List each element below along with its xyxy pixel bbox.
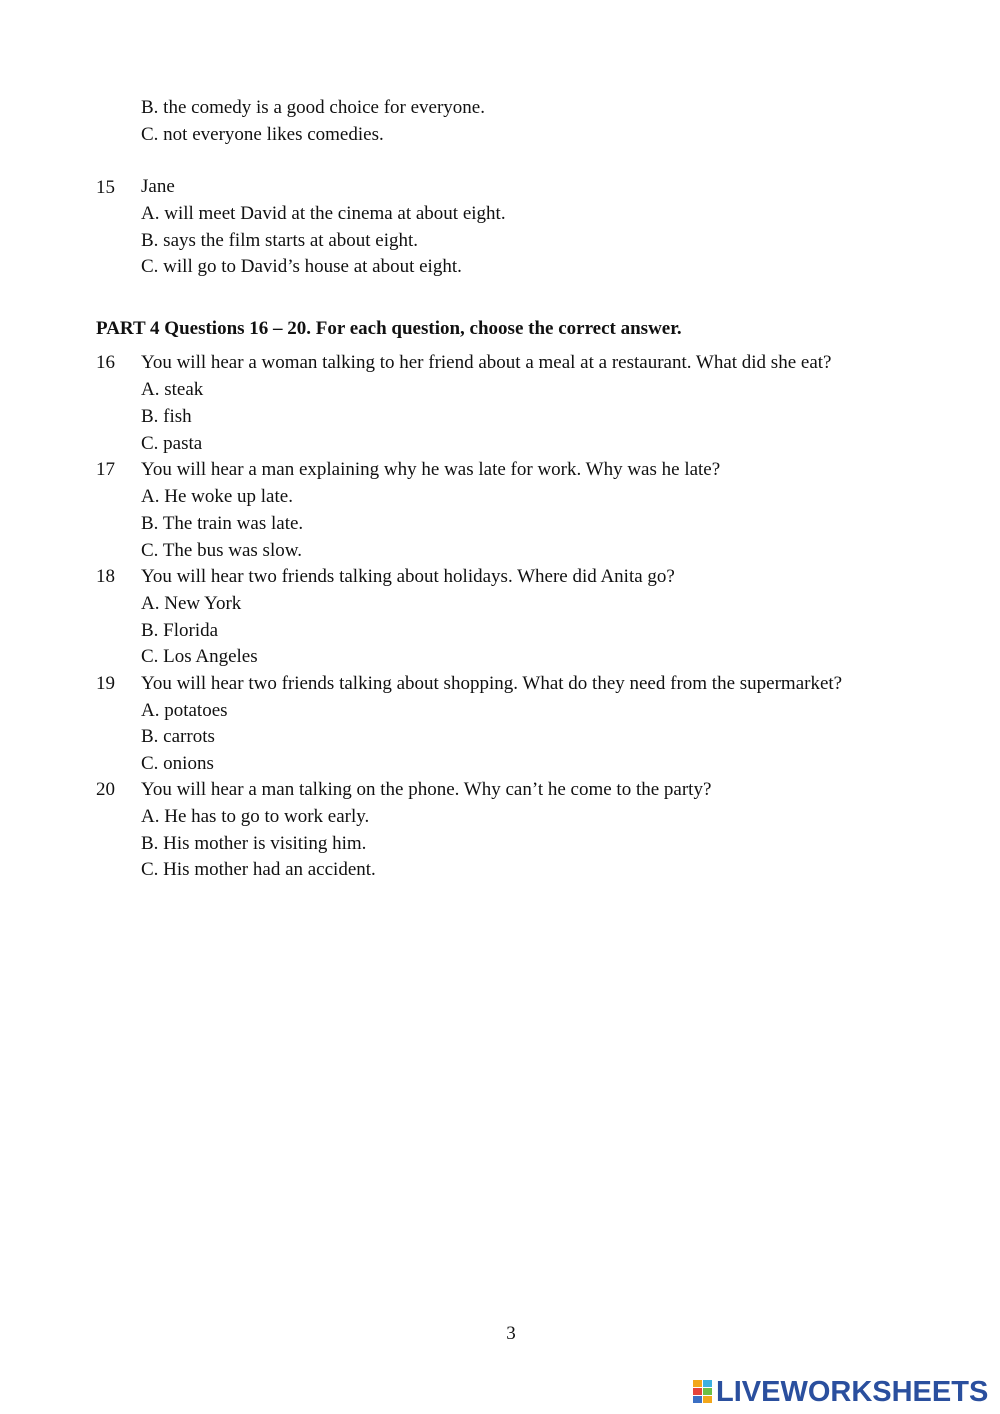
q19-stem: You will hear two friends talking about shopping. What do they need from the supermarket? — [141, 673, 843, 694]
q19-number: 19 — [96, 673, 115, 694]
q17-stem: You will hear a man explaining why he was late for work. Why was he late? — [141, 459, 721, 480]
q17-option-c: C. The bus was slow. — [141, 540, 302, 561]
liveworksheets-logo-icon — [693, 1380, 713, 1404]
q16-stem: You will hear a woman talking to her friend about a meal at a restaurant. What did she eat? — [141, 352, 832, 373]
q19-option-b: B. carrots — [141, 726, 215, 747]
q17-option-a: A. He woke up late. — [141, 486, 293, 507]
q18-option-c: C. Los Angeles — [141, 646, 258, 667]
q18-number: 18 — [96, 566, 115, 587]
q19-option-a: A. potatoes — [141, 700, 228, 721]
q16-option-a: A. steak — [141, 379, 204, 400]
q16-option-b: B. fish — [141, 406, 192, 427]
q20-option-b: B. His mother is visiting him. — [141, 833, 367, 854]
q20-number: 20 — [96, 779, 115, 800]
q15-stem: Jane — [141, 176, 175, 197]
q18-option-a: A. New York — [141, 593, 242, 614]
liveworksheets-logo[interactable] — [693, 1376, 988, 1408]
q15-number: 15 — [96, 177, 115, 198]
part4-heading: PART 4 Questions 16 – 20. For each question, choose the correct answer. — [96, 318, 682, 339]
q20-stem: You will hear a man talking on the phone. Why can’t he come to the party? — [141, 779, 712, 800]
q20-option-c: C. His mother had an accident. — [141, 859, 376, 880]
q20-option-a: A. He has to go to work early. — [141, 806, 370, 827]
q19-option-c: C. onions — [141, 753, 214, 774]
q15-option-b: B. says the film starts at about eight. — [141, 230, 419, 251]
q17-option-b: B. The train was late. — [141, 513, 304, 534]
q14-option-b: B. the comedy is a good choice for everyone. — [141, 97, 485, 118]
page-number: 3 — [506, 1323, 516, 1344]
q18-option-b: B. Florida — [141, 620, 219, 641]
q16-option-c: C. pasta — [141, 433, 203, 454]
q17-number: 17 — [96, 459, 115, 480]
q15-option-c: C. will go to David’s house at about eight. — [141, 256, 462, 277]
q16-number: 16 — [96, 352, 115, 373]
q14-option-c: C. not everyone likes comedies. — [141, 124, 384, 145]
liveworksheets-logo-text: LIVEWORKSHEETS — [716, 1375, 989, 1408]
q15-option-a: A. will meet David at the cinema at about eight. — [141, 203, 506, 224]
q18-stem: You will hear two friends talking about holidays. Where did Anita go? — [141, 566, 675, 587]
